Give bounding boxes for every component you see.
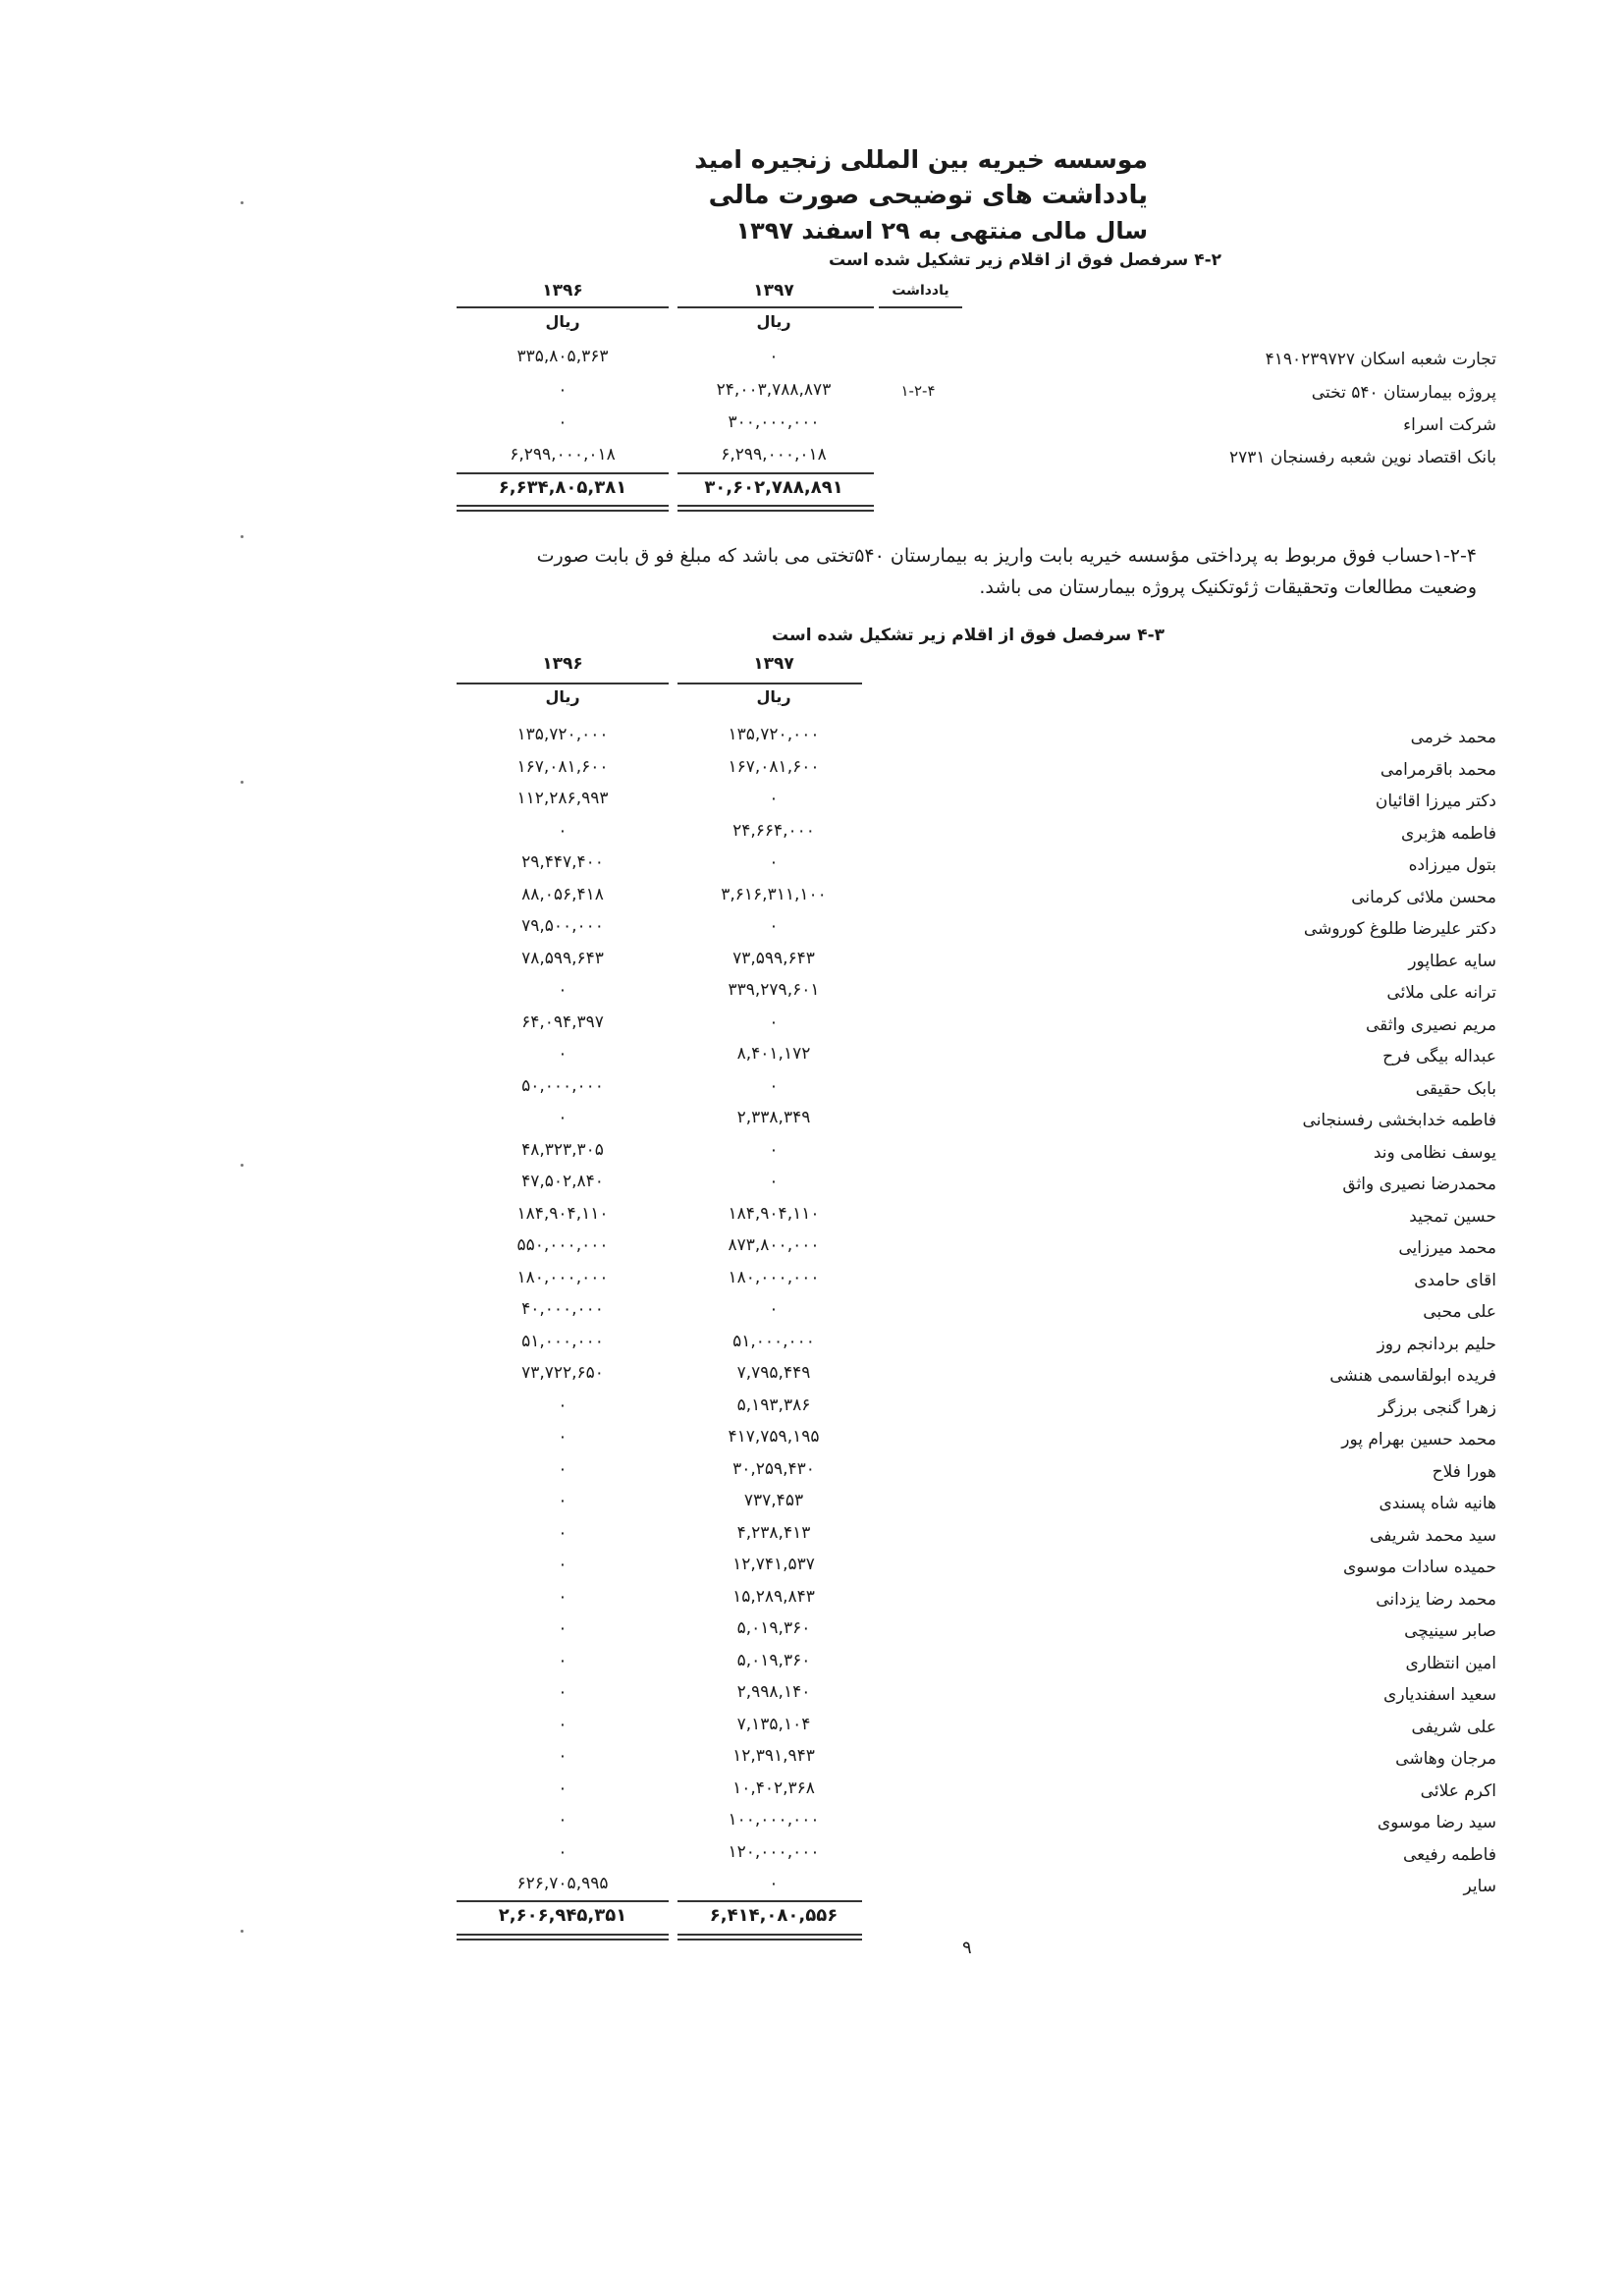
table-cell-1396: ۵۵۰,۰۰۰,۰۰۰ [516,1235,609,1255]
table-cell-1397: ۱۳۵,۷۲۰,۰۰۰ [728,725,820,744]
table-row-label: محمد میرزایی [1398,1238,1496,1258]
table-row-label: هورا فلاح [1432,1462,1496,1482]
table-row-label: فاطمه هژبری [1401,824,1496,844]
table-cell-1396: ۰ [558,980,568,1000]
table-cell-1396: ۰ [558,1682,568,1702]
table-cell-1397: ۵,۰۱۹,۳۶۰ [736,1651,811,1670]
column-1396-header: ۱۳۹۶ [542,281,583,301]
table-cell-1397: ۰ [769,1172,779,1191]
fiscal-period: سال مالی منتهی به ۲۹ اسفند ۱۳۹۷ [735,217,1148,245]
table-row-label: محمدرضا نصیری واثق [1342,1175,1496,1194]
table-cell-1397: ۴۱۷,۷۵۹,۱۹۵ [728,1427,820,1447]
table-cell-1396: ۴۷,۵۰۲,۸۴۰ [521,1172,604,1191]
table-cell-1397: ۵,۱۹۳,۳۸۶ [736,1395,811,1415]
table-row-label: محمد خرمی [1410,728,1496,747]
scan-mark [241,1164,244,1167]
table-cell-1397: ۲,۹۹۸,۱۴۰ [736,1682,811,1702]
table-row-label: سید محمد شریفی [1369,1526,1496,1546]
table-cell-1397: ۲۴,۰۰۳,۷۸۸,۸۷۳ [716,380,832,400]
table-cell-1397: ۷۳۷,۴۵۳ [743,1491,804,1510]
total-1397: ۶,۴۱۴,۰۸۰,۵۵۶ [709,1905,839,1926]
table-cell-1397: ۵۱,۰۰۰,۰۰۰ [732,1332,815,1351]
table-cell-1396: ۰ [558,1651,568,1670]
table-row-label: دکتر میرزا اقائیان [1375,792,1496,811]
column-1396-unit: ریال [545,312,580,331]
table-cell-1396: ۵۱,۰۰۰,۰۰۰ [521,1332,604,1351]
table-cell-1396: ۸۸,۰۵۶,۴۱۸ [521,885,604,904]
table-cell-1396: ۰ [558,1555,568,1574]
column-note-underline [879,306,962,308]
table-cell-1397: ۰ [769,1076,779,1096]
subtotal-rule-1396 [457,1900,669,1902]
table-cell-1397: ۲,۳۳۸,۳۴۹ [736,1108,811,1127]
table-cell-1397: ۳۰,۲۵۹,۴۳۰ [732,1459,815,1479]
total-1396: ۶,۶۳۴,۸۰۵,۳۸۱ [498,477,627,498]
table-cell-1397: ۸۷۳,۸۰۰,۰۰۰ [728,1235,820,1255]
table-cell-1397: ۱۲,۳۹۱,۹۴۳ [732,1746,815,1766]
table-row-label: محسن ملائی کرمانی [1351,888,1496,907]
table-cell-1397: ۲۴,۶۶۴,۰۰۰ [732,821,815,841]
table-cell-1396: ۰ [558,1810,568,1830]
table-row-label: دکتر علیرضا طلوغ کوروشی [1303,919,1496,939]
table-row-label: صابر سینیچی [1404,1621,1496,1641]
table-cell-1396: ۱۸۰,۰۰۰,۰۰۰ [516,1268,609,1287]
table-cell-1397: ۷۳,۵۹۹,۶۴۳ [732,949,815,968]
table-cell-1397: ۱۸۰,۰۰۰,۰۰۰ [728,1268,820,1287]
table-row-label: یوسف نظامی وند [1373,1143,1496,1163]
table-cell-1396: ۰ [558,1395,568,1415]
table-cell-1396: ۰ [558,1044,568,1064]
table-row-label: بابک حقیقی [1415,1079,1496,1099]
table-cell-1397: ۰ [769,347,779,366]
table-row-label: فریده ابولقاسمی هنشی [1329,1366,1496,1386]
table-row-label: شرکت اسراء [1403,415,1496,435]
subtotal-rule-1397 [677,472,874,474]
total-double-rule-1397 [677,505,874,512]
column-1397-unit: ریال [756,687,791,706]
table-cell-1397: ۰ [769,852,779,872]
table-cell-1397: ۰ [769,789,779,808]
table-cell-1396: ۰ [558,1746,568,1766]
table-cell-1396: ۵۰,۰۰۰,۰۰۰ [521,1076,604,1096]
table-cell-1397: ۰ [769,1012,779,1032]
table-row-label: تجارت شعبه اسکان ۴۱۹۰۲۳۹۷۲۷ [1265,350,1496,369]
table-cell-1396: ۶۲۶,۷۰۵,۹۹۵ [516,1874,609,1893]
table-cell-1397: ۴,۲۳۸,۴۱۳ [736,1523,811,1543]
table-cell-1396: ۰ [558,1491,568,1510]
table-cell-1397: ۱۵,۲۸۹,۸۴۳ [732,1587,815,1607]
table-row-label: اکرم علائی [1420,1781,1496,1801]
table-row-label: حسین تمجید [1409,1207,1496,1227]
table-cell-1396: ۰ [558,1587,568,1607]
scan-mark [241,781,244,784]
subtotal-rule-1397 [677,1900,862,1902]
table-row-label: هانیه شاه پسندی [1379,1494,1496,1513]
table-cell-1396: ۶,۲۹۹,۰۰۰,۰۱۸ [510,445,616,465]
table-cell-1396: ۱۳۵,۷۲۰,۰۰۰ [516,725,609,744]
note-reference: ۱-۲-۴ [900,382,936,400]
table-cell-1397: ۰ [769,916,779,936]
total-double-rule-1397 [677,1934,862,1941]
table-cell-1397: ۷,۷۹۵,۴۴۹ [736,1363,811,1383]
table-row-label: علی محبی [1423,1302,1496,1322]
column-1396-header: ۱۳۹۶ [542,654,583,674]
table-cell-1396: ۰ [558,821,568,841]
table-cell-1396: ۰ [558,380,568,400]
table-row-label: محمد حسین بهرام پور [1341,1430,1496,1449]
paragraph-line: ۱-۲-۴حساب فوق مربوط به پرداختی مؤسسه خیریه بابت واریز به بیمارستان ۵۴۰تختی می باشد که مبلغ فو ق بابت صورت [536,545,1477,567]
column-1397-underline [677,683,862,684]
scan-mark [241,1930,244,1933]
column-1396-unit: ریال [545,687,580,706]
table-cell-1397: ۳۳۹,۲۷۹,۶۰۱ [728,980,820,1000]
table-cell-1396: ۷۸,۵۹۹,۶۴۳ [521,949,604,968]
table-cell-1397: ۱۲,۷۴۱,۵۳۷ [732,1555,815,1574]
document-header [694,142,1148,248]
table-cell-1397: ۳,۶۱۶,۳۱۱,۱۰۰ [721,885,827,904]
table-row-label: سید رضا موسوی [1377,1813,1496,1832]
table-row-label: علی شریفی [1411,1718,1496,1737]
table-cell-1396: ۰ [558,1459,568,1479]
table-row-label: ترانه علی ملائی [1386,983,1496,1003]
table-row-label: امین انتظاری [1405,1654,1496,1673]
table-row-label: عبداله بیگی فرح [1382,1047,1496,1066]
table-row-label: بانک اقتصاد نوین شعبه رفسنجان ۲۷۳۱ [1228,448,1496,467]
table-row-label: حلیم بردانجم روز [1377,1335,1496,1354]
table-cell-1397: ۰ [769,1299,779,1319]
table-row-label: فاطمه رفیعی [1402,1845,1496,1865]
table-row-label: اقای حامدی [1414,1271,1496,1290]
table-cell-1397: ۷,۱۳۵,۱۰۴ [736,1715,811,1734]
column-1397-header: ۱۳۹۷ [753,281,794,301]
organization-name: موسسه خیریه بین المللی زنجیره امید [694,145,1148,174]
table-cell-1396: ۶۴,۰۹۴,۳۹۷ [521,1012,604,1032]
column-1397-underline [677,306,874,308]
table-cell-1397: ۰ [769,1140,779,1160]
table-cell-1396: ۰ [558,1715,568,1734]
subtotal-rule-1396 [457,472,669,474]
table-row-label: مرجان وهاشی [1395,1749,1496,1769]
section-4-2-title: ۴-۲ سرفصل فوق از اقلام زیر تشکیل شده است [829,250,1221,270]
table-cell-1396: ۴۸,۳۲۳,۳۰۵ [521,1140,604,1160]
table-cell-1396: ۳۳۵,۸۰۵,۳۶۳ [516,347,609,366]
table-row-label: مریم نصیری واثقی [1365,1015,1496,1035]
table-cell-1397: ۱۲۰,۰۰۰,۰۰۰ [728,1842,820,1862]
total-1396: ۲,۶۰۶,۹۴۵,۳۵۱ [498,1905,627,1926]
paragraph-line: وضعیت مطالعات وتحقیقات ژئوتکنیک پروژه بیمارستان می باشد. [979,576,1477,598]
table-row-label: فاطمه خدابخشی رفسنجانی [1302,1111,1496,1130]
table-cell-1396: ۰ [558,412,568,432]
column-1397-unit: ریال [756,312,791,331]
table-cell-1397: ۱۰,۴۰۲,۳۶۸ [732,1778,815,1798]
section-4-3-title: ۴-۳ سرفصل فوق از اقلام زیر تشکیل شده است [772,626,1164,645]
table-cell-1396: ۰ [558,1618,568,1638]
column-1396-underline [457,306,669,308]
table-cell-1397: ۱۸۴,۹۰۴,۱۱۰ [728,1204,820,1224]
table-cell-1396: ۱۸۴,۹۰۴,۱۱۰ [516,1204,609,1224]
table-cell-1397: ۰ [769,1874,779,1893]
total-double-rule-1396 [457,1934,669,1941]
page-number: ۹ [962,1938,972,1958]
table-cell-1396: ۴۰,۰۰۰,۰۰۰ [521,1299,604,1319]
table-row-label: سایر [1463,1877,1496,1896]
column-1397-header: ۱۳۹۷ [753,654,794,674]
table-cell-1397: ۳۰۰,۰۰۰,۰۰۰ [728,412,820,432]
document-title: یادداشت های توضیحی صورت مالی [708,181,1148,210]
table-cell-1397: ۶,۲۹۹,۰۰۰,۰۱۸ [721,445,827,465]
table-row-label: پروژه بیمارستان ۵۴۰ تختی [1311,383,1496,403]
table-row-label: زهرا گنجی برزگر [1378,1398,1496,1418]
total-double-rule-1396 [457,505,669,512]
table-cell-1397: ۵,۰۱۹,۳۶۰ [736,1618,811,1638]
table-cell-1397: ۸,۴۰۱,۱۷۲ [736,1044,811,1064]
table-cell-1396: ۰ [558,1778,568,1798]
table-cell-1396: ۰ [558,1842,568,1862]
total-1397: ۳۰,۶۰۲,۷۸۸,۸۹۱ [704,477,843,498]
table-row-label: سایه عطاپور [1408,952,1496,971]
table-cell-1396: ۰ [558,1427,568,1447]
column-1396-underline [457,683,669,684]
note-4-2-1-paragraph [495,540,1477,603]
table-row-label: محمد رضا یزدانی [1376,1590,1496,1610]
table-row-label: سعید اسفندیاری [1383,1685,1496,1705]
scan-mark [241,535,244,538]
table-cell-1396: ۲۹,۴۴۷,۴۰۰ [521,852,604,872]
table-cell-1396: ۱۱۲,۲۸۶,۹۹۳ [516,789,609,808]
table-row-label: محمد باقرمرامی [1380,760,1496,780]
table-row-label: حمیده سادات موسوی [1342,1558,1496,1577]
table-cell-1396: ۷۳,۷۲۲,۶۵۰ [521,1363,604,1383]
column-note-header: یادداشت [892,283,949,299]
table-cell-1397: ۱۰۰,۰۰۰,۰۰۰ [728,1810,820,1830]
table-row-label: بتول میرزاده [1408,855,1496,875]
table-cell-1397: ۱۶۷,۰۸۱,۶۰۰ [728,757,820,777]
table-cell-1396: ۷۹,۵۰۰,۰۰۰ [521,916,604,936]
scan-mark [241,201,244,204]
table-cell-1396: ۰ [558,1523,568,1543]
table-cell-1396: ۱۶۷,۰۸۱,۶۰۰ [516,757,609,777]
table-cell-1396: ۰ [558,1108,568,1127]
